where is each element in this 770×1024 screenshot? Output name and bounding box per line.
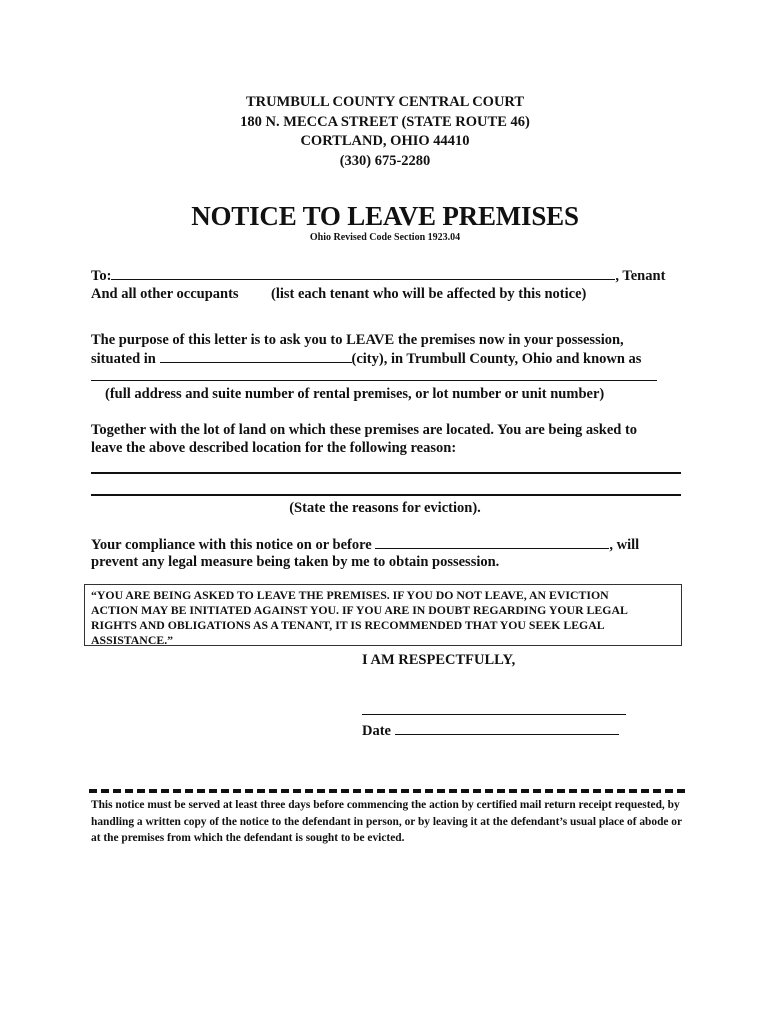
to-label: To: [91,268,112,284]
situated-label: situated in [91,351,156,367]
compliance-line-2: prevent any legal measure being taken by me to obtain possession. [91,554,500,570]
reason-line-2: leave the above described location for the following reason: [91,440,457,456]
tenant-name-field[interactable] [111,266,615,280]
reason-line-1: Together with the lot of land on which these premises are located. You are being asked to [91,422,638,438]
signature-date-field[interactable] [395,721,619,735]
closing-text: I AM RESPECTFULLY, [362,652,516,668]
reason-caption: (State the reasons for eviction). [289,500,481,516]
occupants-instruction: (list each tenant who will be affected by this notice) [271,286,587,302]
service-instructions: This notice must be served at least three days before commencing the action by certified mail return receipt requested, by handling a written copy of the notice to the defendant in person, or by leaving it at the defendant’s usual place of abode or at the premises from which the defendant is sought to be evicted. [91,799,682,844]
signature-field[interactable] [362,714,626,715]
purpose-line-2 [91,349,641,368]
city-field[interactable] [160,349,352,363]
notice-title: NOTICE TO LEAVE PREMISES [191,201,579,231]
compliance-suffix: , will [609,537,640,553]
compliance-date-field[interactable] [375,535,609,549]
compliance-prefix: Your compliance with this notice on or before [91,537,372,553]
address-field[interactable] [91,380,657,381]
occupants-label: And all other occupants [91,286,239,302]
dashed-separator [89,789,685,793]
reason-field-2[interactable] [91,494,681,496]
warning-line-4: ASSISTANCE.” [91,633,174,647]
purpose-line-1: The purpose of this letter is to ask you to LEAVE the premises now in your possession, [91,332,624,348]
tenant-suffix: , Tenant [615,268,666,284]
warning-line-2: ACTION MAY BE INITIATED AGAINST YOU. IF YOU ARE IN DOUBT REGARDING YOUR LEGAL [91,603,628,617]
court-city: CORTLAND, OHIO 44410 [300,133,470,149]
statute-reference: Ohio Revised Code Section 1923.04 [309,232,461,243]
county-text: (city), in Trumbull County, Ohio and known as [351,351,642,367]
reason-field-1[interactable] [91,472,681,474]
to-line [91,266,665,285]
address-caption: (full address and suite number of rental premises, or lot number or unit number) [105,386,605,402]
eviction-warning-box [84,584,682,646]
court-name: TRUMBULL COUNTY CENTRAL COURT [245,94,525,110]
court-phone: (330) 675-2280 [339,152,431,169]
date-label: Date [362,723,391,739]
warning-line-1: “YOU ARE BEING ASKED TO LEAVE THE PREMISES. IF YOU DO NOT LEAVE, AN EVICTION [91,588,609,602]
compliance-line-1 [91,535,639,554]
signature-date-line [362,721,619,740]
warning-line-3: RIGHTS AND OBLIGATIONS AS A TENANT, IT IS RECOMMENDED THAT YOU SEEK LEGAL [91,618,605,632]
court-street: 180 N. MECCA STREET (STATE ROUTE 46) [240,113,530,130]
